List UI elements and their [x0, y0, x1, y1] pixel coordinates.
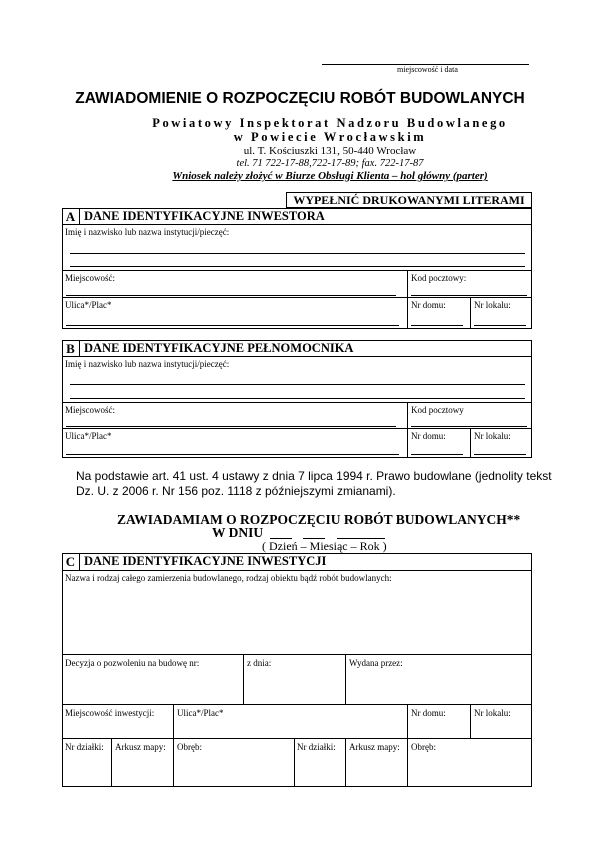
form-title: ZAWIADOMIENIE O ROZPOCZĘCIU ROBÓT BUDOWLANYCH [75, 90, 525, 107]
proxy-name-line-2[interactable] [70, 398, 525, 399]
submit-note: Wniosek należy złożyć w Biurze Obsługi Klienta – hol główny (parter) [172, 170, 488, 182]
place-date-label: miejscowość i data [397, 65, 458, 74]
office-name-line2: w Powiecie Wrocławskim [233, 130, 427, 144]
proxy-flat-label: Nr lokalu: [474, 431, 511, 441]
investment-desc-field[interactable] [63, 585, 531, 653]
proxy-postal-line[interactable] [411, 426, 527, 427]
permit-issued-by-label: Wydana przez: [349, 658, 403, 668]
investor-postal-line[interactable] [411, 295, 527, 296]
investment-flat-label: Nr lokalu: [474, 708, 511, 718]
permit-issued-by-field[interactable] [346, 670, 531, 703]
date-format-hint: ( Dzień – Miesiąc – Rok ) [262, 539, 387, 553]
permit-date-field[interactable] [244, 670, 344, 703]
fill-note: WYPEŁNIĆ DRUKOWANYMI LITERAMI [293, 193, 525, 207]
section-c-letter: C [65, 554, 76, 569]
investment-street-label: Ulica*/Plac* [177, 708, 224, 718]
section-b-box [62, 340, 532, 458]
permit-number-field[interactable] [63, 670, 242, 703]
proxy-postal-label: Kod pocztowy [411, 405, 464, 415]
section-a-title: DANE IDENTYFIKACYJNE INWESTORA [84, 209, 325, 223]
legal-basis-line1: Na podstawie art. 41 ust. 4 ustawy z dnia 7 lipca 1994 r. Prawo budowlane (jednolity tekst [76, 469, 552, 483]
section-a-letter: A [65, 209, 76, 224]
investor-name-line-1[interactable] [70, 253, 525, 254]
proxy-name-line-1[interactable] [70, 384, 525, 385]
notice-line2: W DNIU [212, 525, 264, 540]
proxy-house-label: Nr domu: [411, 431, 446, 441]
section-b-letter: B [66, 341, 75, 356]
investor-postal-label: Kod pocztowy: [411, 273, 467, 283]
investment-town-label: Miejscowość inwestycji: [65, 708, 155, 718]
investor-flat-line[interactable] [474, 325, 526, 326]
investment-house-label: Nr domu: [411, 708, 446, 718]
investor-name-label: Imię i nazwisko lub nazwa instytucji/pieczęć: [65, 227, 230, 237]
office-name-line1: Powiatowy Inspektorat Nadzoru Budowlanego [152, 116, 508, 130]
proxy-town-label: Miejscowość: [65, 405, 115, 415]
investment-desc-label: Nazwa i rodzaj całego zamierzenia budowlanego, rodzaj obiektu bądź robót budowlanych: [65, 573, 392, 583]
office-phone: tel. 71 722-17-88,722-17-89; fax. 722-17-87 [236, 158, 424, 169]
permit-date-label: z dnia: [247, 658, 272, 668]
proxy-house-line[interactable] [411, 454, 463, 455]
section-b-title: DANE IDENTYFIKACYJNE PEŁNOMOCNIKA [84, 341, 354, 355]
section-c-title: DANE IDENTYFIKACYJNE INWESTYCJI [84, 554, 327, 568]
investor-town-line[interactable] [66, 295, 396, 296]
proxy-street-label: Ulica*/Plac* [65, 431, 112, 441]
proxy-street-line[interactable] [66, 454, 399, 455]
investor-street-line[interactable] [66, 325, 399, 326]
investor-town-label: Miejscowość: [65, 273, 115, 283]
proxy-flat-line[interactable] [474, 454, 526, 455]
proxy-town-line[interactable] [66, 426, 396, 427]
investor-name-line-2[interactable] [70, 266, 525, 267]
map-sheet-label-1: Arkusz mapy: [115, 742, 166, 752]
investor-flat-label: Nr lokalu: [474, 300, 511, 310]
investor-street-label: Ulica*/Plac* [65, 300, 112, 310]
proxy-name-label: Imię i nazwisko lub nazwa instytucji/pieczęć: [65, 359, 230, 369]
notice-line1: ZAWIADAMIAM O ROZPOCZĘCIU ROBÓT BUDOWLANYCH** [117, 512, 521, 527]
precinct-label-2: Obręb: [411, 742, 436, 752]
legal-basis-line2: Dz. U. z 2006 r. Nr 156 poz. 1118 z późniejszymi zmianami). [76, 484, 396, 498]
office-address: ul. T. Kościuszki 131, 50-440 Wrocław [243, 145, 417, 157]
permit-number-label: Decyzja o pozwoleniu na budowę nr: [65, 658, 200, 668]
investor-house-line[interactable] [411, 325, 463, 326]
plot-number-label-2: Nr działki: [297, 742, 336, 752]
investor-house-label: Nr domu: [411, 300, 446, 310]
plot-number-label-1: Nr działki: [65, 742, 104, 752]
precinct-label-1: Obręb: [177, 742, 202, 752]
map-sheet-label-2: Arkusz mapy: [349, 742, 400, 752]
